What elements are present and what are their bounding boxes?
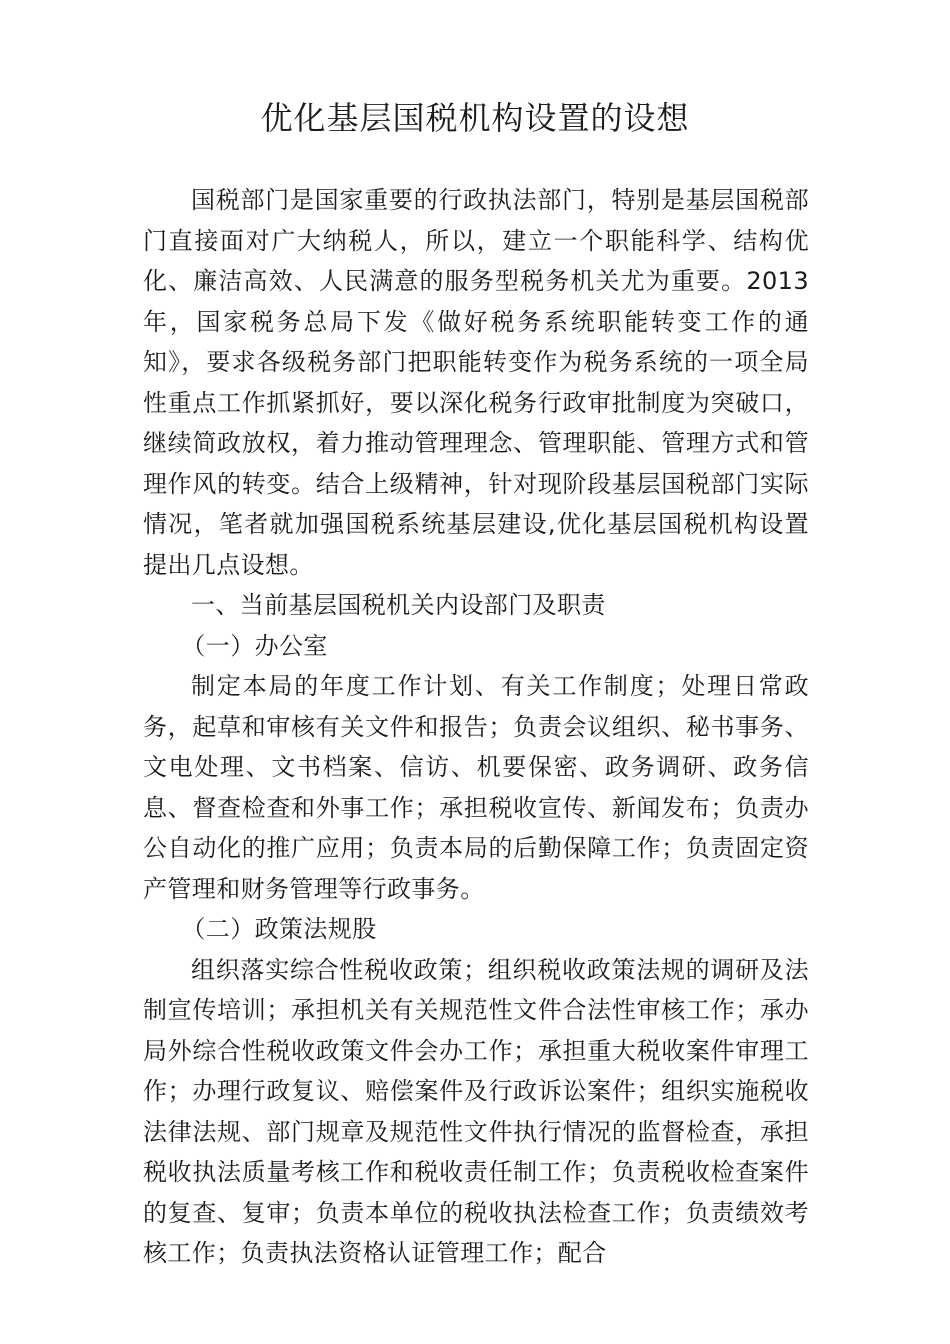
intro-paragraph: 国税部门是国家重要的行政执法部门，特别是基层国税部门直接面对广大纳税人，所以，建立一个职能科学、结构优化、廉洁高效、人民满意的服务型税务机关尤为重要。2013年，国家税务总局下发《做好税务系统职能转变工作的通知》，要求各级税务部门把职能转变作为税务系统的一项全局性重点工作抓紧抓好，要以深化税务行政审批制度为突破口，继续简政放权，着力推动管理理念、管理职能、管理方式和管理作风的转变。结合上级精神，针对现阶段基层国税部门实际情况，笔者就加强国税系统基层建设,优化基层国税机构设置提出几点设想。	[143, 186, 809, 579]
policy-duties-paragraph: 组织落实综合性税收政策；组织税收政策法规的调研及法制宣传培训；承担机关有关规范性文件合法性审核工作；承办局外综合性税收政策文件会办工作；承担重大税收案件审理工作；办理行政复议、赔偿案件及行政诉讼案件；组织实施税收法律法规、部门规章及规范性文件执行情况的监督检查，承担税收执法质量考核工作和税收责任制工作；负责税收检查案件的复查、复审；负责本单位的税收执法检查工作；负责绩效考核工作；负责执法资格认证管理工作；配合	[143, 955, 809, 1267]
section-heading: 一、当前基层国税机关内设部门及职责	[191, 591, 606, 619]
document-body	[143, 180, 809, 1274]
page-title: 优化基层国税机构设置的设想	[260, 99, 690, 137]
subsection-heading-office: （一）办公室	[181, 631, 328, 660]
subsection-heading-policy: （二）政策法规股	[181, 915, 377, 943]
office-duties-paragraph: 制定本局的年度工作计划、有关工作制度；处理日常政务，起草和审核有关文件和报告；负责会议组织、秘书事务、文电处理、文书档案、信访、机要保密、政务调研、政务信息、督查检查和外事工作；承担税收宣传、新闻发布；负责办公自动化的推广应用；负责本局的后勤保障工作；负责固定资产管理和财务管理等行政事务。	[143, 672, 809, 903]
